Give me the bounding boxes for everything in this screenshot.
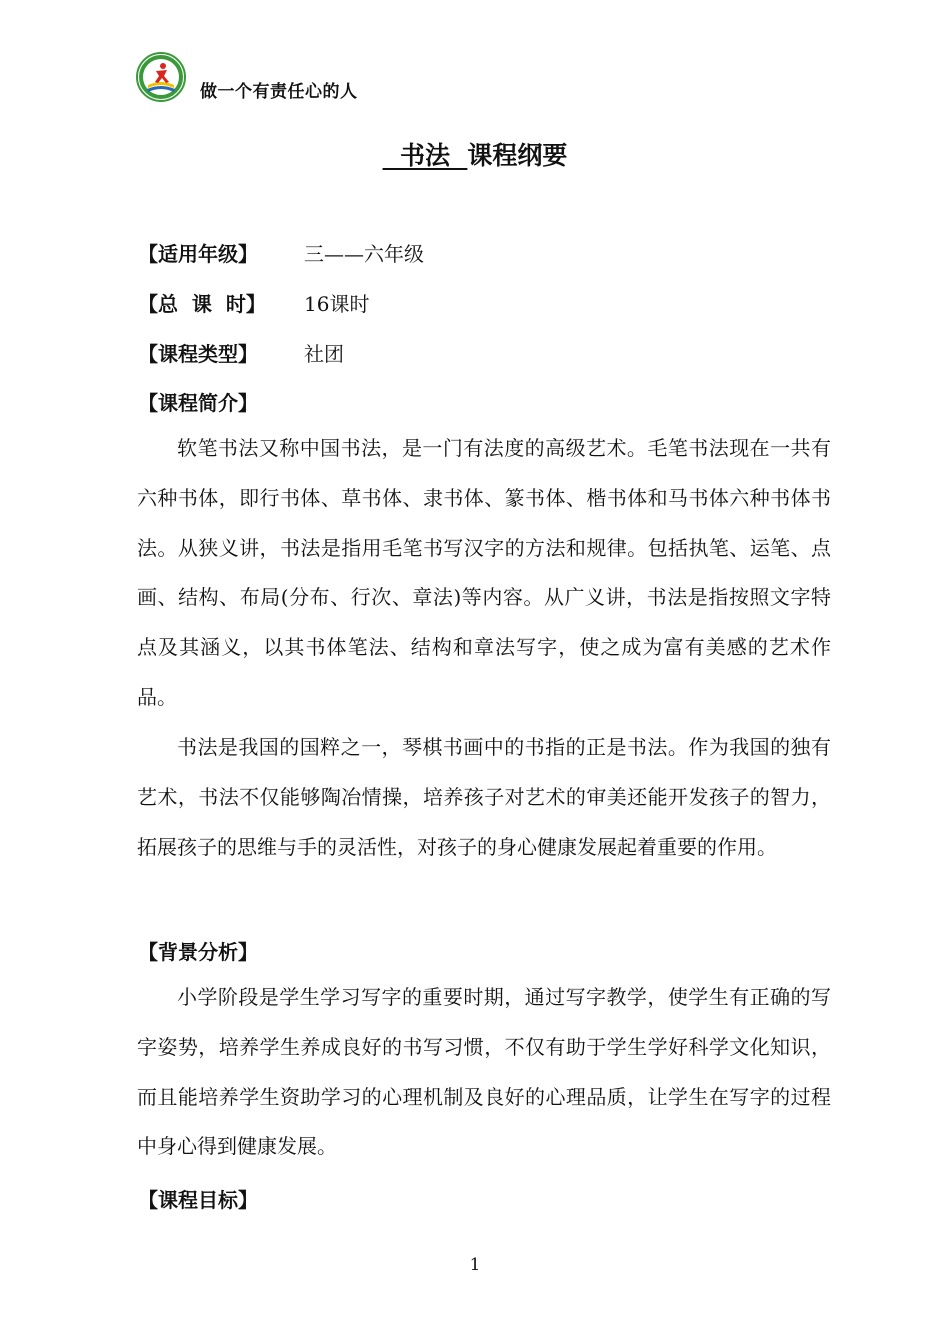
school-motto: 做一个有责任心的人 (200, 82, 358, 102)
title-suffix: 课程纲要 (467, 141, 568, 170)
section-heading-intro: 【课程简介】 (138, 391, 258, 415)
page-title (0, 136, 950, 172)
section-heading-background: 【背景分析】 (138, 940, 258, 964)
section-heading-goals: 【课程目标】 (138, 1188, 258, 1212)
intro-paragraph-2: 书法是我国的国粹之一，琴棋书画中的书指的正是书法。作为我国的独有艺术，书法不仅能够陶冶情操，培养孩子对艺术的审美还能开发孩子的智力，拓展孩子的思维与手的灵活性，对孩子的身心健康发展起着重要的作用。 (137, 735, 831, 859)
title-subject: 书法 (382, 141, 468, 170)
school-logo-icon (136, 52, 186, 102)
meta-label-hours: 【总 课 时】 (138, 292, 266, 316)
meta-value-grade: 三——六年级 (304, 242, 424, 266)
meta-value-type: 社团 (304, 342, 344, 366)
background-paragraph-1: 小学阶段是学生学习写字的重要时期，通过写字教学，使学生有正确的写字姿势，培养学生养成良好的书写习惯，不仅有助于学生学好科学文化知识，而且能培养学生资助学习的心理机制及良好的心理品质，让学生在写字的过程中身心得到健康发展。 (137, 985, 831, 1159)
meta-label-type: 【课程类型】 (138, 342, 258, 366)
intro-paragraph-1: 软笔书法又称中国书法，是一门有法度的高级艺术。毛笔书法现在一共有六种书体，即行书体、草书体、隶书体、篆书体、楷书体和马书体六种书体书法。从狭义讲，书法是指用毛笔书写汉字的方法和规律。包括执笔、运笔、点画、结构、布局(分布、行次、章法)等内容。从广义讲，书法是指按照文字特点及其涵义，以其书体笔法、结构和章法写字，使之成为富有美感的艺术作品。 (137, 436, 831, 709)
meta-value-hours: 16课时 (304, 292, 370, 316)
meta-label-grade: 【适用年级】 (138, 242, 258, 266)
page-number: 1 (469, 1255, 481, 1275)
